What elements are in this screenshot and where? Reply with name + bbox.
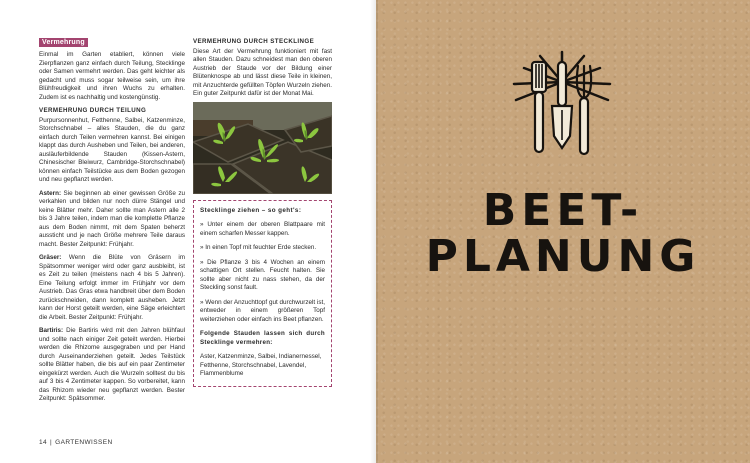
stecklinge-paragraph: Diese Art der Vermehrung funktioniert mit fast allen Stauden. Dazu schneidest man den oberen Austrieb der Staude vor der Bildung einer Blütenknospe ab und lässt diese Teile in kleinen, mit Anzuchterde gefüllten Töpfen Wurzeln ziehen. Ein guter Zeitpunkt dafür ist der Monat Mai. [193,47,332,97]
section-name: GARTENWISSEN [55,439,113,446]
step-item: » Wenn der Anzuchttopf gut durchwurzelt ist, entweder in einem größeren Topf weiterziehen oder einfach ins Beet pflanzen. [200,298,325,323]
graeser-text: Wenn die Blüte von Gräsern im Spätsommer weniger wird oder ganz ausbleibt, ist es Zeit zu teilen (meistens nach 4 bis 5 Jahren). Eine Teilung erfolgt immer im Frühjahr vor dem Austrieb. Das Gras etwa handbreit über dem Boden zurückschneiden, dann komplett ausheben. Jetzt kann der Horst geteilt werden, eine Säge erleichtert die Arbeit. Bester Zeitpunkt: Frühjahr. [39,254,185,321]
page-footer [39,439,113,446]
bartiris-paragraph [39,327,185,404]
info-box-title: Stecklinge ziehen – so geht's: [200,206,302,214]
bartiris-label: Bartiris: [39,327,64,334]
bartiris-text: Die Bartiris wird mit den Jahren blühfaul und sollte nach einiger Zeit geteilt werden. Hierbei werden die Rhizome ausgegraben und per Hand durch Auseinanderziehen geteilt. Jedes Teilstück sollte Blätter haben, die bis auf ein paar Zentimeter eingekürzt werden. Auch die Wurzeln solltest du bis auf 3 bis 4 Zentimeter kappen. So vorbereitet, kann das Rhizom wieder neu gepflanzt werden. Bester Zeitpunkt: Spätsommer. [39,327,185,402]
info-box-subtitle: Folgende Stauden lassen sich durch Stecklinge vermehren: [200,330,325,346]
footer-separator: | [50,439,53,446]
step-item: » Die Pflanze 3 bis 4 Wochen an einem schattigen Ort stellen. Feucht halten. Sie sollte aber nicht zu nass stehen, da der Steckling sonst fault. [200,258,325,291]
graeser-paragraph [39,254,185,322]
step-item: » In einen Topf mit feuchter Erde stecken. [200,244,317,251]
stauden-list: Aster, Katzenminze, Salbei, Indianernessel, Fetthenne, Storchschnabel, Lavendel, Flammenblume [200,353,322,377]
seedlings-photo [193,102,332,194]
stecklinge-heading: VERMEHRUNG DURCH STECKLINGE [193,38,315,45]
section-tag: Vermehrung [39,38,88,47]
graeser-label: Gräser: [39,254,62,261]
right-column [193,38,332,387]
chapter-title-line1: BEET- [482,185,644,236]
astern-text: Sie beginnen ab einer gewissen Größe zu verkahlen und bilden nur noch dürre Stängel und keine Blätter mehr. Daher sollte man Astern alle 2 bis 3 Jahre teilen, indem man die komplette Pflanze aus dem Boden nimmt, mit dem Spaten beherzt aussticht und je nach Größe mehrere Teile daraus macht. Bester Zeitpunkt: Frühjahr. [39,189,185,248]
teilung-paragraph: Purpursonnenhut, Fetthenne, Salbei, Katzenminze, Storchschnabel – alles Stauden, die du ganz einfach durch Teilen vermehren kannst. Bei einigen klappt das durch Ausheben und Teilen, bei anderen, ausläuferbildende Stauden (Kissen-Astern, Chinesischer Bleiwurz, Cambridge-Storchschnabel) können einfach Teilstücke aus dem Boden gezogen und neu gepflanzt werden. [39,116,185,183]
astern-paragraph [39,190,185,250]
chapter-title-line2: PLANUNG [425,231,701,282]
page-number: 14 [39,439,48,446]
stecklinge-info-box [193,200,332,387]
teilung-heading: VERMEHRUNG DURCH TEILUNG [39,107,147,114]
intro-paragraph: Einmal im Garten etabliert, können viele Zierpflanzen ganz einfach durch Teilung, Stecklinge oder Samen vermehrt werden. Das geht leichter als gedacht und muss sogar teilweise sein, um ihre Blühfreudigkeit und ihren Wuchs zu erhalten. Zudem ist es nachhaltig und kostengünstig. [39,51,185,101]
seedlings-illustration [193,102,332,194]
astern-label: Astern: [39,189,62,197]
step-item: » Unter einem der oberen Blattpaare mit einem scharfen Messer kappen. [200,221,325,237]
garden-tools-icon [492,40,632,170]
left-column [39,38,185,409]
